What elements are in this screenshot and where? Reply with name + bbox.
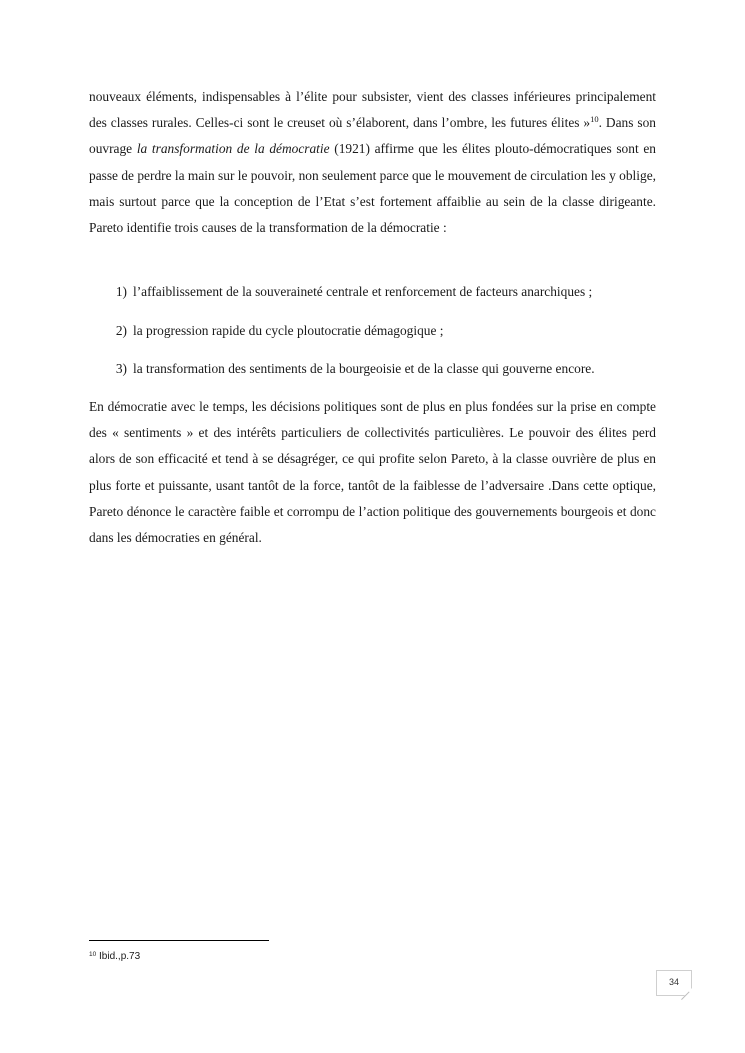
paragraph-1-text-c: (1921) affirme que les élites plouto-démocratiques sont en passe de perdre la main sur le pouvoir, non seulement parce que le mouvement de circulation les y oblige, mais surtout parce que la conception de l’Etat s’est fortement affaiblie au sein de la classe dirigeante. Pareto identifie trois causes de la transformation de la démocratie : bbox=[89, 141, 656, 236]
book-title: la transformation de la démocratie bbox=[136, 141, 330, 157]
list-item-number: 1) bbox=[115, 284, 127, 299]
footnote-reference[interactable]: 10 bbox=[590, 114, 599, 125]
paragraph-1-text-b: . Dans son ouvrage bbox=[89, 115, 656, 157]
causes-list bbox=[89, 279, 669, 395]
paragraph-1 bbox=[89, 84, 656, 241]
list-item bbox=[89, 356, 669, 395]
list-item-number: 3) bbox=[115, 361, 127, 376]
list-item-text: l’affaiblissement de la souveraineté centrale et renforcement de facteurs anarchiques ; bbox=[133, 284, 593, 299]
list-item-number: 2) bbox=[115, 322, 127, 338]
footnote-number: 10 bbox=[89, 951, 97, 958]
paragraph-1-text-a: nouveaux éléments, indispensables à l’élite pour subsister, vient des classes inférieures principalement des classes rurales. Celles-ci sont le creuset où s’élaborent, dans l’ombre, les futures élites » bbox=[89, 89, 656, 131]
paragraph-2: En démocratie avec le temps, les décisions politiques sont de plus en plus fondées sur la prise en compte des « sentiments » et des intérêts particuliers de collectivités particulières. Le pouvoir des élites perd alors de son efficacité et tend à se désagréger, ce qui profite selon Pareto, à la classe ouvrière de plus en plus forte et puissante, usant tantôt de la force, tantôt de la faiblesse de l’adversaire .Dans cette optique, Pareto dénonce le caractère faible et corrompu de l’action politique des gouvernements bourgeois et donc dans les démocraties en général. bbox=[89, 399, 656, 546]
footnote-text: Ibid.,p.73 bbox=[96, 951, 141, 962]
footnote bbox=[89, 950, 140, 964]
page-number-box bbox=[656, 970, 692, 996]
list-item bbox=[89, 318, 669, 357]
page-number: 34 bbox=[668, 977, 679, 987]
footnote-separator bbox=[89, 940, 269, 941]
list-item bbox=[89, 279, 669, 318]
list-item-text: la transformation des sentiments de la bourgeoisie et de la classe qui gouverne encore. bbox=[133, 361, 595, 376]
list-item-text: la progression rapide du cycle ploutocratie démagogique ; bbox=[133, 322, 444, 338]
